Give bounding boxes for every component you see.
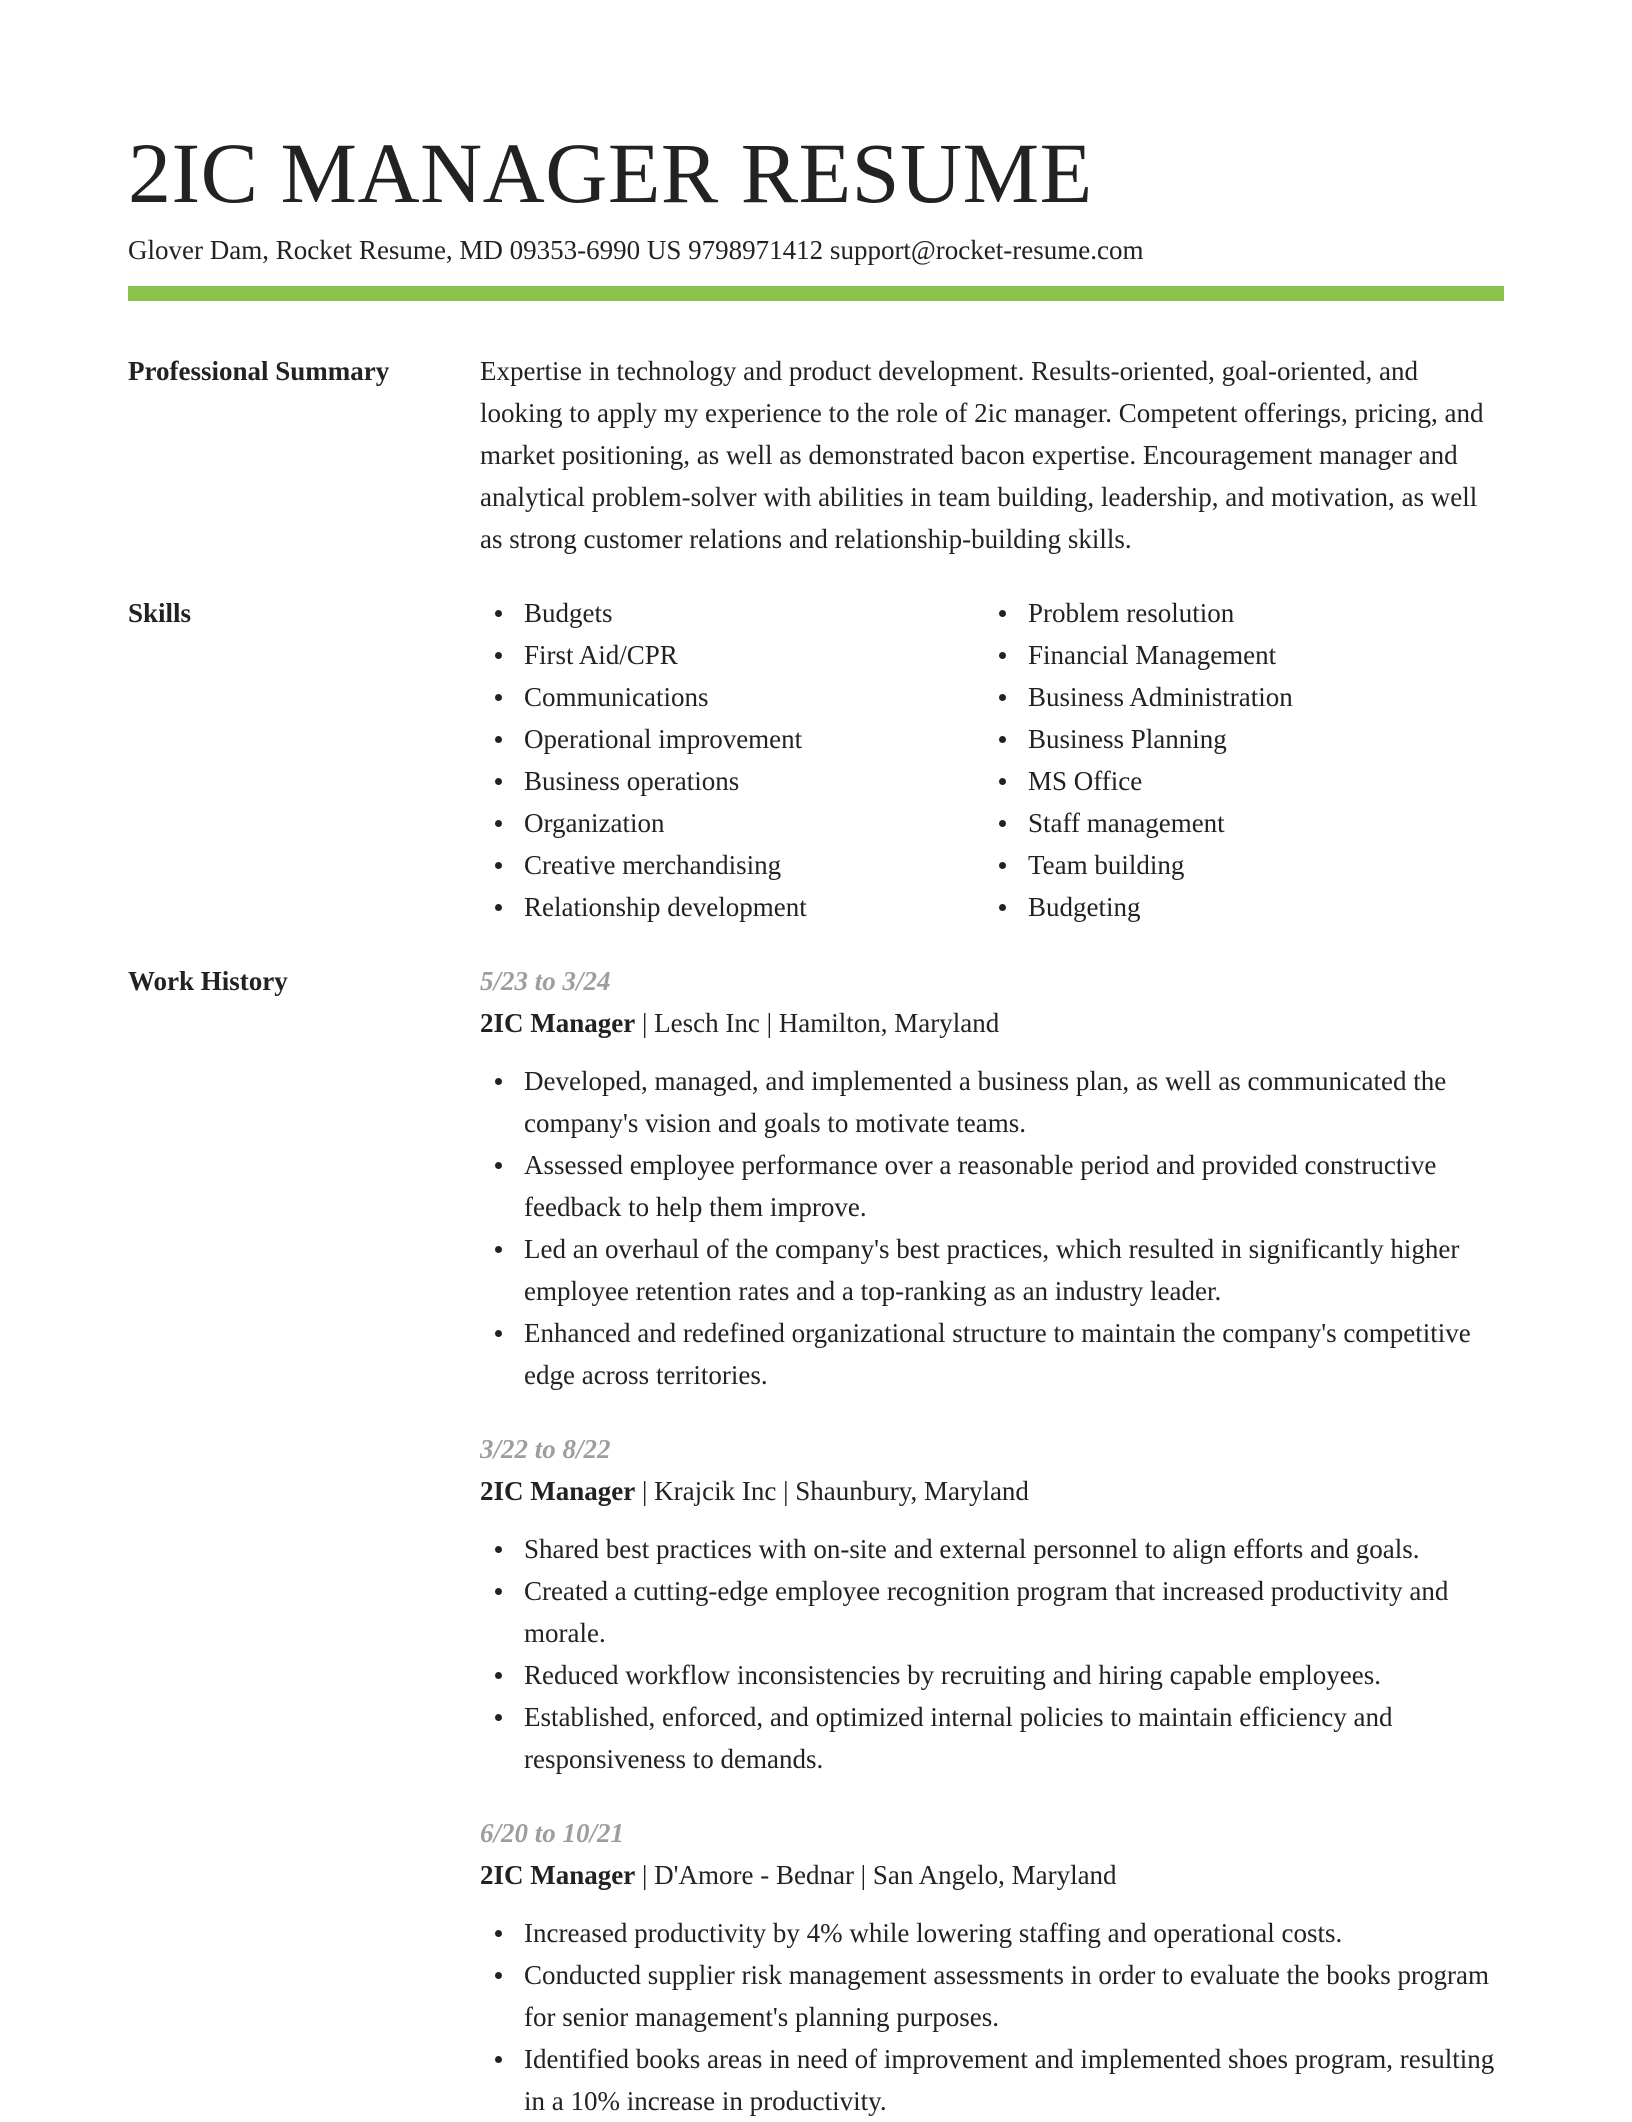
- skill-item: Financial Management: [984, 634, 1488, 676]
- skill-item: First Aid/CPR: [480, 634, 984, 676]
- skill-item: Staff management: [984, 802, 1488, 844]
- job-entry: [480, 1812, 1504, 2122]
- job-bullet: Identified books areas in need of improvement and implemented shoes program, resulting in a 10% increase in productivity.: [480, 2038, 1504, 2122]
- job-details: | Krajcik Inc | Shaunbury, Maryland: [635, 1476, 1029, 1506]
- skills-column-right: [984, 592, 1488, 928]
- job-dates: 6/20 to 10/21: [480, 1818, 625, 1848]
- skill-item: Business operations: [480, 760, 984, 802]
- job-heading: [480, 1470, 1504, 1512]
- skill-item: Budgets: [480, 592, 984, 634]
- job-entry: [480, 960, 1504, 1396]
- job-bullet-list: [480, 1060, 1504, 1396]
- header-divider: [128, 286, 1504, 301]
- job-bullet-list: [480, 1912, 1504, 2122]
- section-label-work-history: Work History: [128, 966, 288, 996]
- skill-item: Creative merchandising: [480, 844, 984, 886]
- job-title: 2IC Manager: [480, 1476, 636, 1506]
- job-dates: 5/23 to 3/24: [480, 966, 611, 996]
- skill-item: Budgeting: [984, 886, 1488, 928]
- job-entry: [480, 1428, 1504, 1780]
- skill-item: Operational improvement: [480, 718, 984, 760]
- job-title: 2IC Manager: [480, 1008, 636, 1038]
- section-label-summary: Professional Summary: [128, 356, 390, 386]
- job-heading: [480, 1002, 1504, 1044]
- skill-item: Business Administration: [984, 676, 1488, 718]
- job-bullet: Increased productivity by 4% while lowering staffing and operational costs.: [480, 1912, 1504, 1954]
- resume-title: 2IC MANAGER RESUME: [128, 125, 1093, 221]
- job-bullet: Developed, managed, and implemented a business plan, as well as communicated the company's vision and goals to motivate teams.: [480, 1060, 1504, 1144]
- job-bullet: Led an overhaul of the company's best practices, which resulted in significantly higher employee retention rates and a top-ranking as an industry leader.: [480, 1228, 1504, 1312]
- job-bullet: Reduced workflow inconsistencies by recruiting and hiring capable employees.: [480, 1654, 1504, 1696]
- skills-list-right: [984, 592, 1488, 928]
- job-bullet: Established, enforced, and optimized internal policies to maintain efficiency and responsiveness to demands.: [480, 1696, 1504, 1780]
- summary-text: Expertise in technology and product development. Results-oriented, goal-oriented, and looking to apply my experience to the role of 2ic manager. Competent offerings, pricing, and market positioning, as well as demonstrated bacon expertise. Encouragement manager and analytical problem-solver with abilities in team building, leadership, and motivation, as well as strong customer relations and relationship-building skills.: [480, 356, 1484, 554]
- job-bullet-list: [480, 1528, 1504, 1780]
- skill-item: Team building: [984, 844, 1488, 886]
- job-title: 2IC Manager: [480, 1860, 636, 1890]
- section-label-skills: Skills: [128, 598, 192, 628]
- skill-item: Business Planning: [984, 718, 1488, 760]
- job-bullet: Shared best practices with on-site and external personnel to align efforts and goals.: [480, 1528, 1504, 1570]
- job-bullet: Created a cutting-edge employee recognition program that increased productivity and morale.: [480, 1570, 1504, 1654]
- job-bullet: Enhanced and redefined organizational structure to maintain the company's competitive edge across territories.: [480, 1312, 1504, 1396]
- skills-body: [480, 592, 1504, 928]
- job-details: | Lesch Inc | Hamilton, Maryland: [635, 1008, 1000, 1038]
- job-details: | D'Amore - Bednar | San Angelo, Maryland: [635, 1860, 1117, 1890]
- skills-column-left: [480, 592, 984, 928]
- skill-item: Problem resolution: [984, 592, 1488, 634]
- contact-info: Glover Dam, Rocket Resume, MD 09353-6990 US 9798971412 support@rocket-resume.com: [128, 235, 1144, 265]
- skill-item: Organization: [480, 802, 984, 844]
- skill-item: Relationship development: [480, 886, 984, 928]
- job-heading: [480, 1854, 1504, 1896]
- job-bullet: Conducted supplier risk management assessments in order to evaluate the books program for senior management's planning purposes.: [480, 1954, 1504, 2038]
- summary-body: [480, 350, 1504, 560]
- skill-item: MS Office: [984, 760, 1488, 802]
- skills-list-left: [480, 592, 984, 928]
- job-bullet: Assessed employee performance over a reasonable period and provided constructive feedback to help them improve.: [480, 1144, 1504, 1228]
- job-dates: 3/22 to 8/22: [480, 1434, 611, 1464]
- skill-item: Communications: [480, 676, 984, 718]
